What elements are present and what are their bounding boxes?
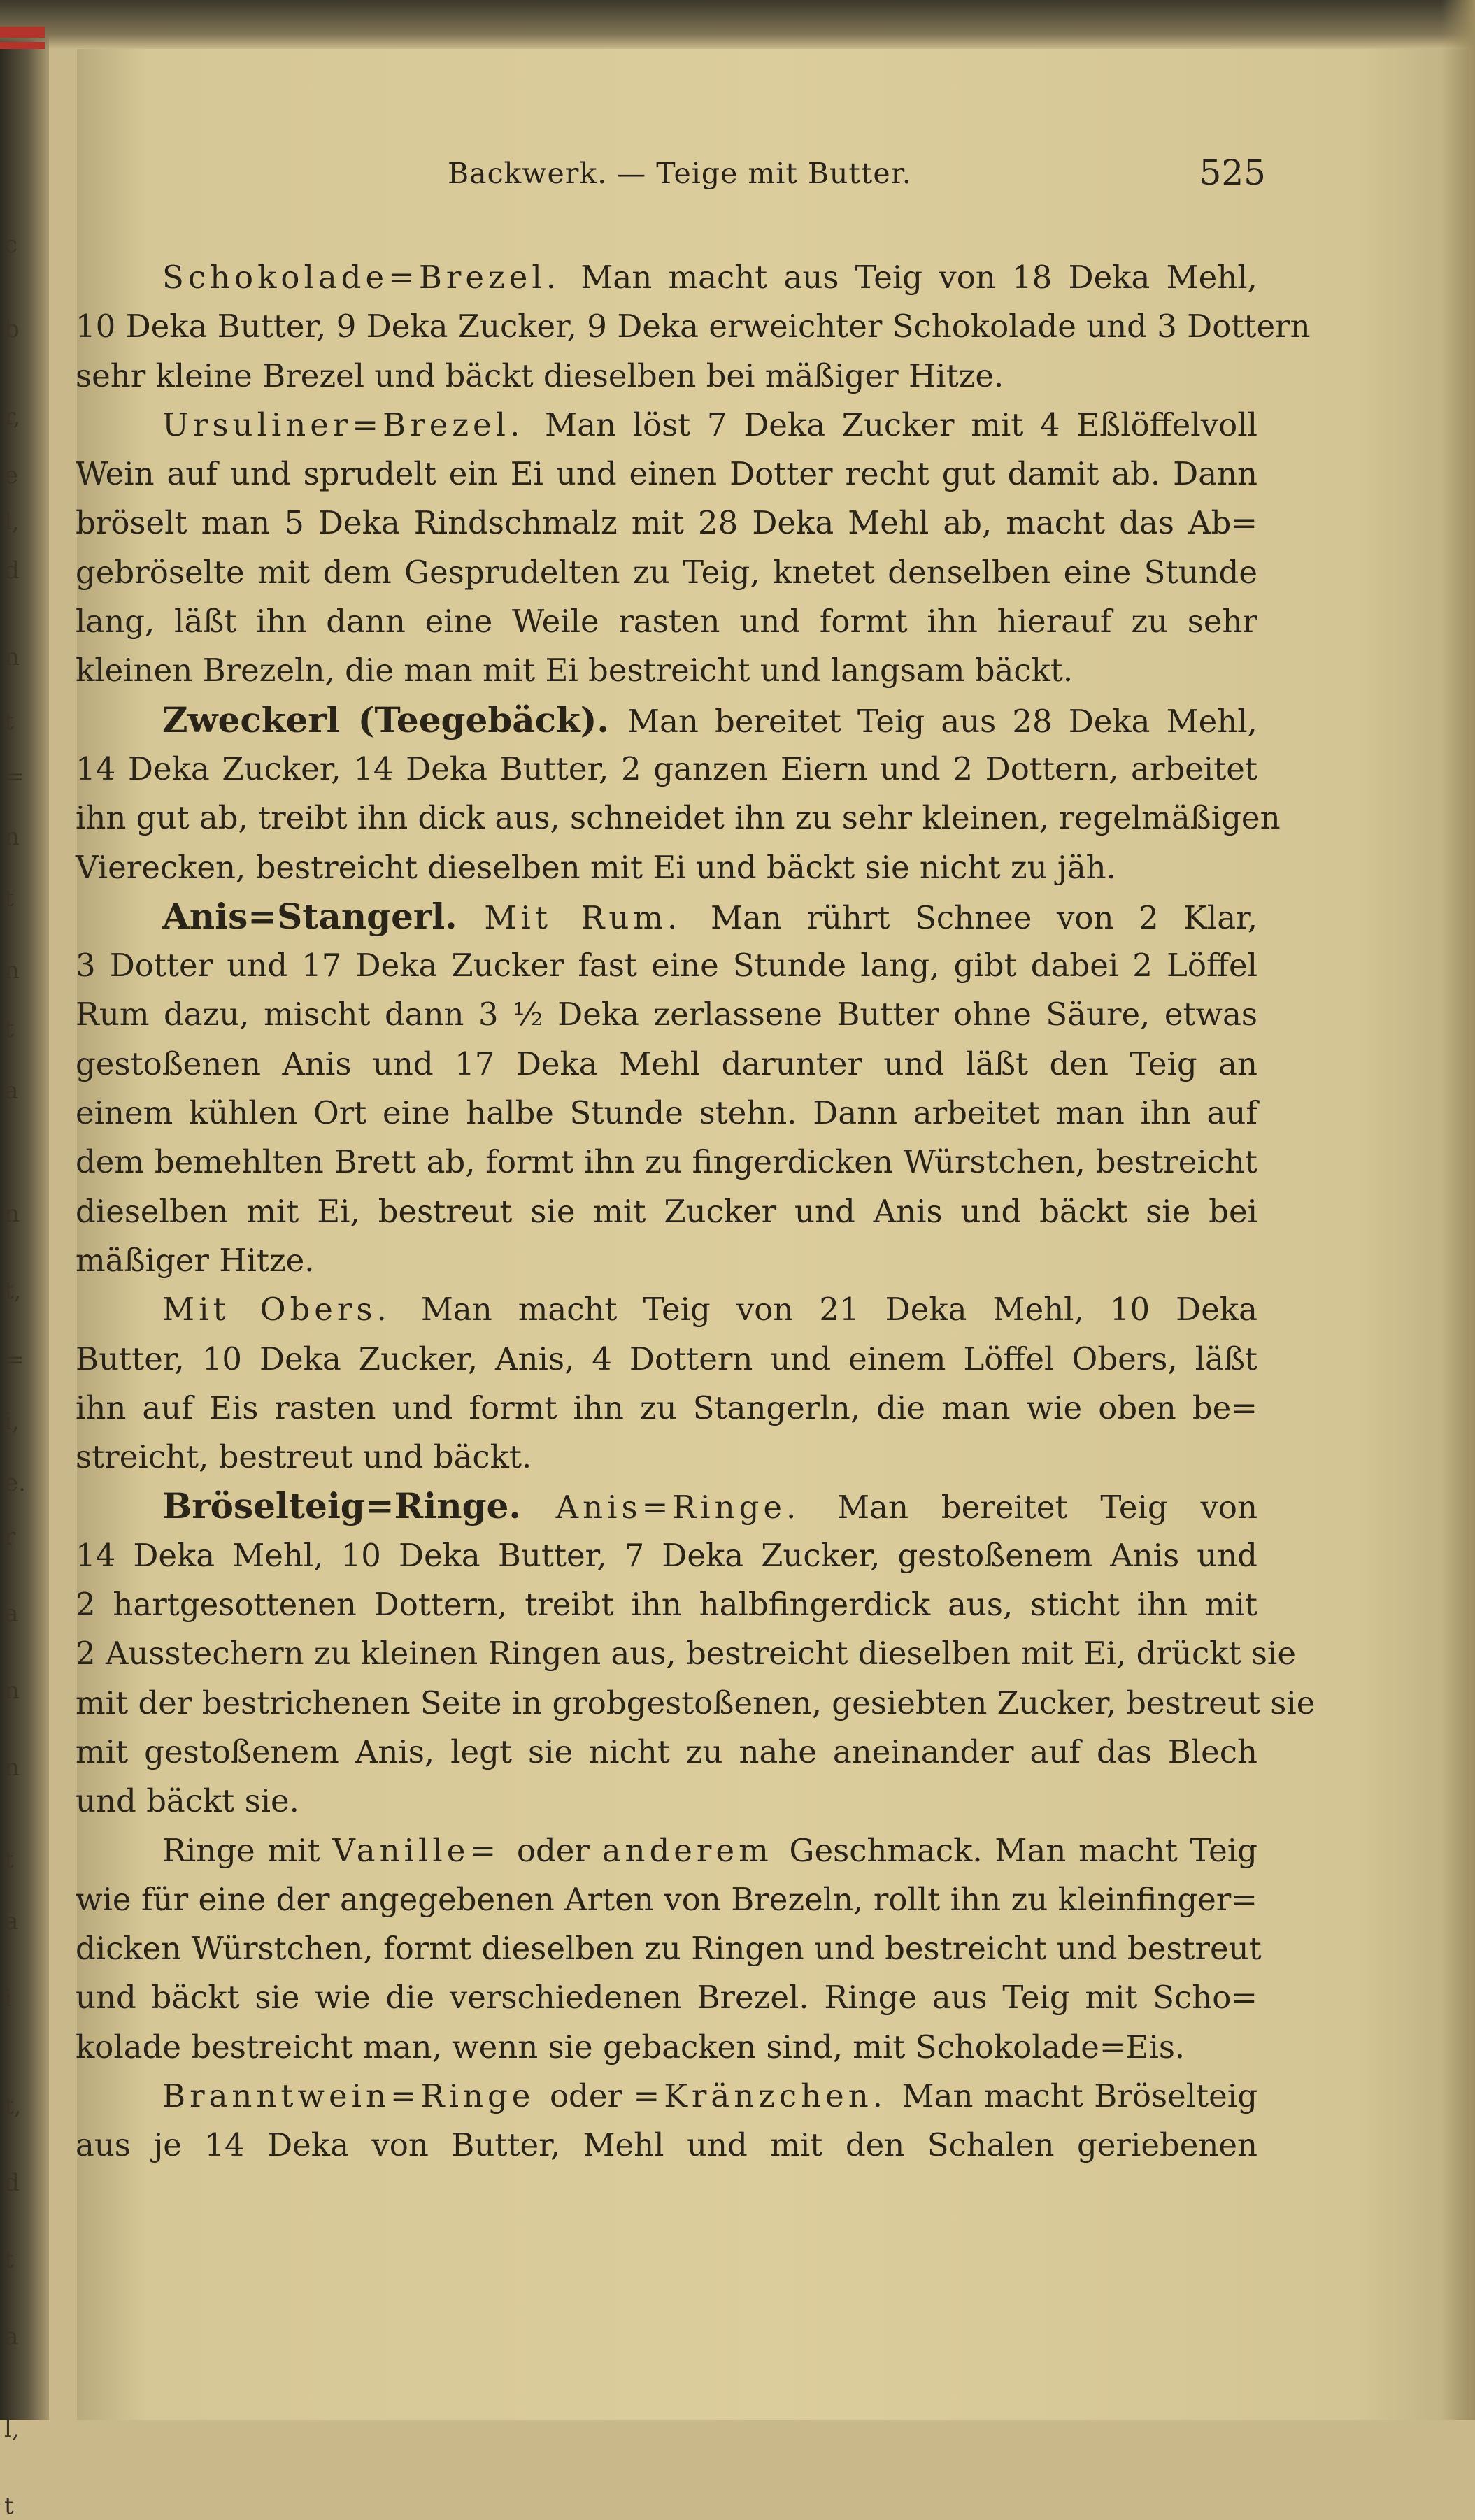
- line-text: oder: [516, 1831, 602, 1869]
- running-title: Backwerk. — Teige mit Butter.: [448, 157, 912, 190]
- text-line: [76, 401, 1257, 450]
- margin-fragment: d: [4, 557, 20, 585]
- line-text: dieselben mit Ei, bestreut sie mit Zucker und Anis und bäckt sie bei: [76, 1192, 1257, 1230]
- line-text: Wein auf und sprudelt ein Ei und einen Dotter recht gut damit ab. Dann: [76, 455, 1257, 493]
- line-text: bröselt man 5 Deka Rindschmalz mit 28 Deka Mehl ab, macht das Ab=: [76, 504, 1257, 542]
- line-text: sehr kleine Brezel und bäckt dieselben bei mäßiger Hitze.: [76, 357, 1004, 394]
- line-text: Rum dazu, mischt dann 3 ½ Deka zerlassene Butter ohne Säure, etwas: [76, 996, 1257, 1033]
- margin-fragment: b: [4, 315, 20, 343]
- line-text: 14 Deka Mehl, 10 Deka Butter, 7 Deka Zucker, gestoßenem Anis und: [76, 1536, 1257, 1574]
- margin-fragment: n: [4, 823, 20, 851]
- line-text: aus je 14 Deka von Butter, Mehl und mit den Schalen geriebenen: [76, 2126, 1257, 2164]
- margin-fragment: n: [4, 643, 20, 671]
- line-text: kleinen Brezeln, die man mit Ei bestreicht und langsam bäckt.: [76, 652, 1074, 689]
- text-line: [76, 499, 1257, 547]
- line-text: Butter, 10 Deka Zucker, Anis, 4 Dottern und einem Löffel Obers, läßt: [76, 1340, 1257, 1377]
- margin-fragment: c: [4, 231, 18, 259]
- text-line: [76, 892, 1257, 941]
- line-text: lang, läßt ihn dann eine Weile rasten und formt ihn hierauf zu sehr: [76, 603, 1257, 640]
- margin-fragment: =: [4, 763, 24, 792]
- page-number: 525: [1199, 152, 1266, 193]
- text-line: [76, 2072, 1257, 2121]
- margin-fragment: t,: [4, 2092, 22, 2120]
- line-text: 2 Ausstechern zu kleinen Ringen aus, bestreicht dieselben mit Ei, drückt sie: [76, 1635, 1296, 1673]
- line-text: oder: [549, 2077, 634, 2114]
- text-line: [76, 1433, 1257, 1482]
- text-line: [76, 1335, 1257, 1384]
- line-text: und bäckt sie wie die verschiedenen Brezel. Ringe aus Teig mit Scho=: [76, 1979, 1257, 2017]
- spaced-subheading: Ursuliner=Brezel.: [162, 406, 546, 443]
- margin-fragment: n: [4, 1754, 20, 1782]
- margin-fragment: t: [4, 1015, 14, 1043]
- text-line: [76, 597, 1257, 646]
- line-text: Ringe mit: [162, 1831, 333, 1869]
- text-line: [76, 253, 1257, 302]
- text-line: [76, 1924, 1262, 1973]
- line-text: Man rührt Schnee von 2 Klar,: [710, 899, 1257, 936]
- text-line: [76, 1285, 1257, 1334]
- line-text: mäßiger Hitze.: [76, 1241, 315, 1279]
- spaced-subheading: Schokolade=Brezel.: [162, 259, 581, 296]
- line-text: dem bemehlten Brett ab, formt ihn zu fingerdicken Würstchen, bestreicht: [76, 1143, 1257, 1181]
- margin-fragment: t: [4, 2246, 14, 2274]
- line-text: 3 Dotter und 17 Deka Zucker fast eine Stunde lang, gibt dabei 2 Löffel: [76, 947, 1257, 985]
- spaced-subheading: Vanille=: [332, 1831, 517, 1869]
- line-text: Man macht aus Teig von 18 Deka Mehl,: [580, 259, 1257, 296]
- text-line: [76, 990, 1257, 1039]
- text-line: [76, 1973, 1257, 2022]
- margin-fragment: i: [4, 1984, 12, 2012]
- line-text: einem kühlen Ort eine halbe Stunde stehn. Dann arbeitet man ihn auf: [76, 1094, 1257, 1132]
- text-line: [76, 1384, 1257, 1433]
- text-line: [76, 1089, 1257, 1138]
- margin-fragment: e.: [4, 1469, 26, 1497]
- margin-fragment: a: [4, 1077, 19, 1105]
- top-page-edge: [0, 0, 1475, 49]
- margin-fragment: t: [4, 885, 14, 912]
- text-line: [76, 1777, 1257, 1826]
- margin-fragment: t: [4, 2492, 14, 2520]
- text-line: [76, 302, 1311, 351]
- margin-fragment: a: [4, 1907, 19, 1935]
- line-text: 10 Deka Butter, 9 Deka Zucker, 9 Deka erweichter Schokolade und 3 Dottern: [76, 308, 1311, 345]
- margin-fragment: r,: [4, 403, 21, 431]
- line-text: dicken Würstchen, formt dieselben zu Ringen und bestreicht und bestreut: [76, 1930, 1262, 1968]
- margin-fragment: l,: [4, 508, 20, 536]
- line-text: gebröselte mit dem Gesprudelten zu Teig, knetet denselben eine Stunde: [76, 553, 1257, 591]
- line-text: ihn auf Eis rasten und formt ihn zu Stangerln, die man wie oben be=: [76, 1389, 1257, 1426]
- margin-fragment: t: [4, 1846, 14, 1874]
- text-line: [76, 1138, 1257, 1187]
- red-page-marker: [0, 27, 45, 38]
- line-text: Man macht Bröselteig: [902, 2077, 1257, 2114]
- margin-fragment: =: [4, 1346, 24, 1374]
- text-line: [76, 1580, 1257, 1629]
- line-text: kolade bestreicht man, wenn sie gebacken sind, mit Schokolade=Eis.: [76, 2028, 1185, 2066]
- margin-fragment: i,: [4, 1408, 20, 1436]
- text-line: [76, 696, 1257, 745]
- text-line: [76, 2023, 1257, 2072]
- text-line: [76, 1679, 1316, 1728]
- margin-fragment: l,: [4, 2415, 20, 2443]
- recipe-heading: Bröselteig=Ringe.: [162, 1485, 556, 1527]
- text-line: [76, 548, 1257, 597]
- page-header: [77, 152, 1266, 199]
- text-line: [76, 1629, 1296, 1678]
- margin-fragment: r: [4, 1523, 16, 1551]
- red-page-marker-lower: [0, 42, 45, 49]
- line-text: 2 hartgesottenen Dottern, treibt ihn halbfingerdick aus, sticht ihn mit: [76, 1586, 1257, 1624]
- text-line: [76, 1236, 1257, 1285]
- text-line: [76, 941, 1257, 990]
- text-line: [76, 1040, 1257, 1089]
- text-line: [76, 450, 1257, 499]
- text-line: [76, 1482, 1257, 1531]
- line-text: Man löst 7 Deka Zucker mit 4 Eßlöffelvoll: [545, 406, 1257, 443]
- margin-fragment: n: [4, 957, 20, 985]
- line-text: ihn gut ab, treibt ihn dick aus, schneidet ihn zu sehr kleinen, regelmäßigen: [76, 799, 1281, 837]
- margin-fragment: t,: [4, 1277, 22, 1305]
- recipe-body-text: [76, 253, 1316, 2170]
- spaced-subheading: Branntwein=Ringe: [162, 2077, 550, 2114]
- spaced-subheading: Anis=Ringe.: [555, 1489, 838, 1526]
- margin-fragment: n: [4, 1677, 20, 1705]
- line-text: und bäckt sie.: [76, 1782, 299, 1820]
- text-line: [76, 1531, 1257, 1580]
- line-text: Man macht Teig von 21 Deka Mehl, 10 Deka: [420, 1291, 1257, 1329]
- line-text: mit gestoßenem Anis, legt sie nicht zu nahe aneinander auf das Blech: [76, 1733, 1257, 1770]
- text-line: [76, 1826, 1257, 1875]
- spaced-subheading: Mit Rum.: [484, 899, 711, 936]
- text-line: [76, 352, 1257, 401]
- text-line: [76, 1875, 1257, 1924]
- line-text: Vierecken, bestreicht dieselben mit Ei und bäckt sie nicht zu jäh.: [76, 848, 1116, 886]
- text-line: [76, 1187, 1257, 1236]
- line-text: streicht, bestreut und bäckt.: [76, 1438, 532, 1476]
- text-line: [76, 843, 1257, 892]
- line-text: 14 Deka Zucker, 14 Deka Butter, 2 ganzen Eiern und 2 Dottern, arbeitet: [76, 750, 1257, 787]
- line-text: wie für eine der angegebenen Arten von Brezeln, rollt ihn zu kleinfinger=: [76, 1880, 1257, 1918]
- right-page-edge: [1441, 0, 1475, 2420]
- spaced-subheading: Mit Obers.: [162, 1291, 421, 1329]
- text-line: [76, 2121, 1257, 2170]
- line-text: Man bereitet Teig aus 28 Deka Mehl,: [627, 702, 1257, 740]
- recipe-heading: Anis=Stangerl.: [162, 895, 485, 937]
- text-line: [76, 794, 1281, 843]
- text-line: [76, 745, 1257, 794]
- text-line: [76, 646, 1257, 695]
- margin-fragment: n: [4, 1200, 20, 1228]
- margin-fragment: a: [4, 2323, 19, 2351]
- spaced-subheading: =Kränzchen.: [633, 2077, 902, 2114]
- recipe-heading: Zwecker​l (Teegebäck).: [162, 699, 628, 740]
- line-text: Man bereitet Teig von: [837, 1489, 1257, 1526]
- margin-fragment: t: [4, 708, 14, 736]
- line-text: gestoßenen Anis und 17 Deka Mehl darunter und läßt den Teig an: [76, 1045, 1257, 1082]
- margin-fragment: e: [4, 461, 19, 489]
- line-text: Geschmack. Man macht Teig: [789, 1831, 1257, 1869]
- spaced-subheading: anderem: [601, 1831, 790, 1869]
- margin-fragment: d: [4, 2169, 20, 2197]
- text-line: [76, 1728, 1257, 1777]
- margin-fragment: a: [4, 1600, 19, 1628]
- line-text: mit der bestrichenen Seite in grobgestoßenen, gesiebten Zucker, bestreut sie: [76, 1684, 1316, 1721]
